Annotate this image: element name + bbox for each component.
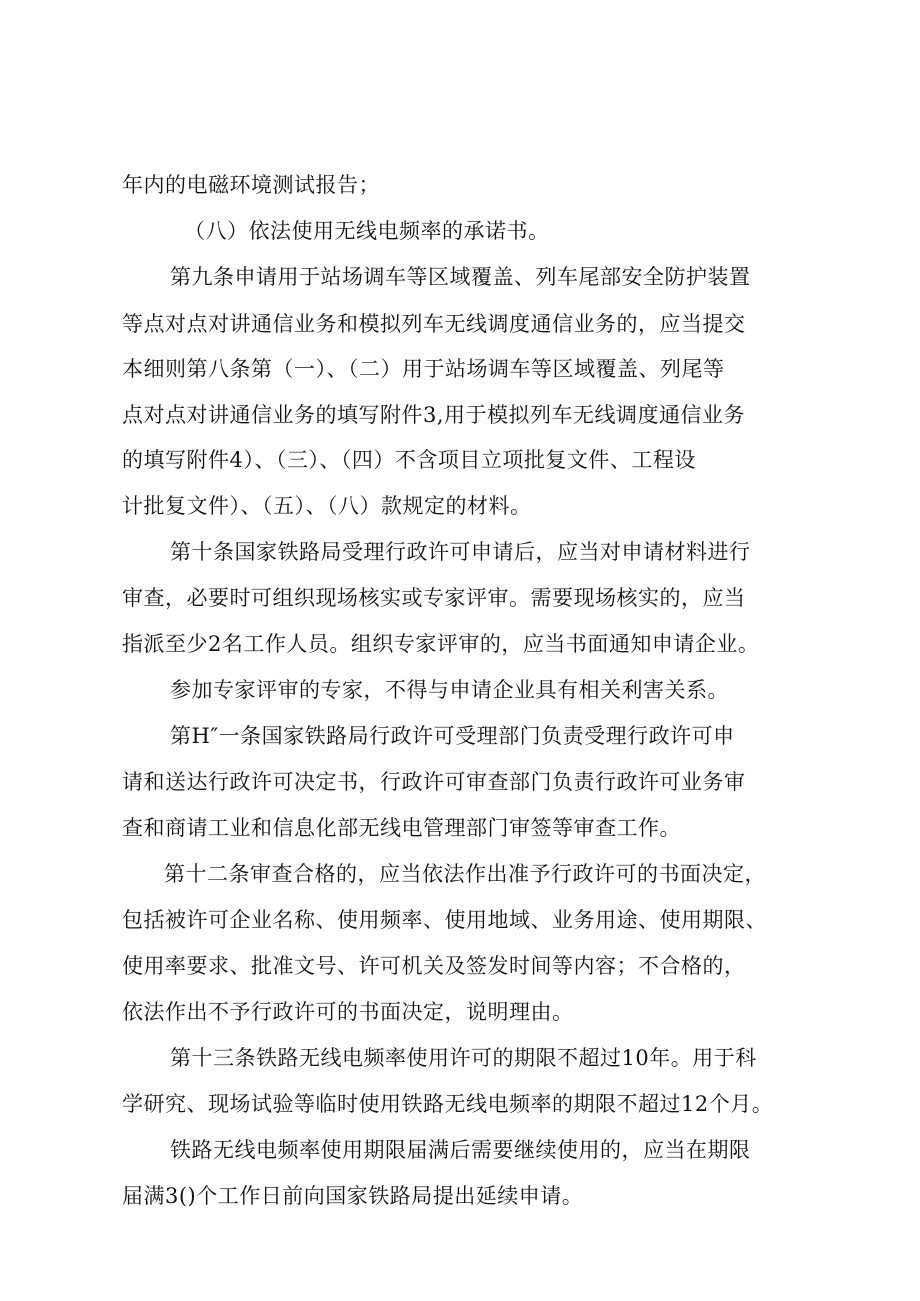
text-line: 第十二条审查合格的，应当依法作出准予行政许可的书面决定， xyxy=(164,862,766,886)
text-line: 的填写附件4）、（三）、（四）不含项目立项批复文件、工程设 xyxy=(122,448,696,472)
text-line: 第十三条铁路无线电频率使用许可的期限不超过10年。用于科 xyxy=(170,1046,757,1070)
text-line: 学研究、现场试验等临时使用铁路无线电频率的期限不超过12个月。 xyxy=(122,1092,774,1116)
text-line: 计批复文件）、（五）、（八）款规定的材料。 xyxy=(122,494,532,518)
text-line: 届满3()个工作日前向国家铁路局提出延续申请。 xyxy=(122,1184,584,1208)
text-line: 年内的电磁环境测试报告； xyxy=(122,173,380,197)
text-line: 本细则第八条第（一）、（二）用于站场调车等区域覆盖、列尾等 xyxy=(122,357,725,381)
text-line: 第十条国家铁路局受理行政许可申请后，应当对申请材料进行 xyxy=(170,540,751,564)
text-line: 依法作出不予行政许可的书面决定，说明理由。 xyxy=(122,1000,574,1024)
text-line: 等点对点对讲通信业务和模拟列车无线调度通信业务的，应当提交 xyxy=(122,312,746,336)
text-line: 点对点对讲通信业务的填写附件3,用于模拟列车无线调度通信业务 xyxy=(122,403,746,427)
text-line: 第H″一条国家铁路局行政许可受理部门负责受理行政许可申 xyxy=(170,724,735,748)
text-line: 使用率要求、批准文号、许可机关及签发时间等内容；不合格的， xyxy=(122,954,746,978)
text-line: 请和送达行政许可决定书，行政许可审查部门负责行政许可业务审 xyxy=(122,770,746,794)
text-line: 查和商请工业和信息化部无线电管理部门审签等审查工作。 xyxy=(122,816,681,840)
text-line: 参加专家评审的专家，不得与申请企业具有相关利害关系。 xyxy=(170,678,729,702)
text-line: 指派至少2名工作人员。组织专家评审的，应当书面通知申请企业。 xyxy=(122,632,760,656)
text-line: 包括被许可企业名称、使用频率、使用地域、业务用途、使用期限、 xyxy=(122,908,767,932)
text-line: （八）依法使用无线电频率的承诺书。 xyxy=(184,219,550,243)
text-line: 第九条申请用于站场调车等区域覆盖、列车尾部安全防护装置 xyxy=(170,265,751,289)
text-line: 审查，必要时可组织现场核实或专家评审。需要现场核实的，应当 xyxy=(122,586,746,610)
text-line: 铁路无线电频率使用期限届满后需要继续使用的，应当在期限 xyxy=(170,1138,751,1162)
